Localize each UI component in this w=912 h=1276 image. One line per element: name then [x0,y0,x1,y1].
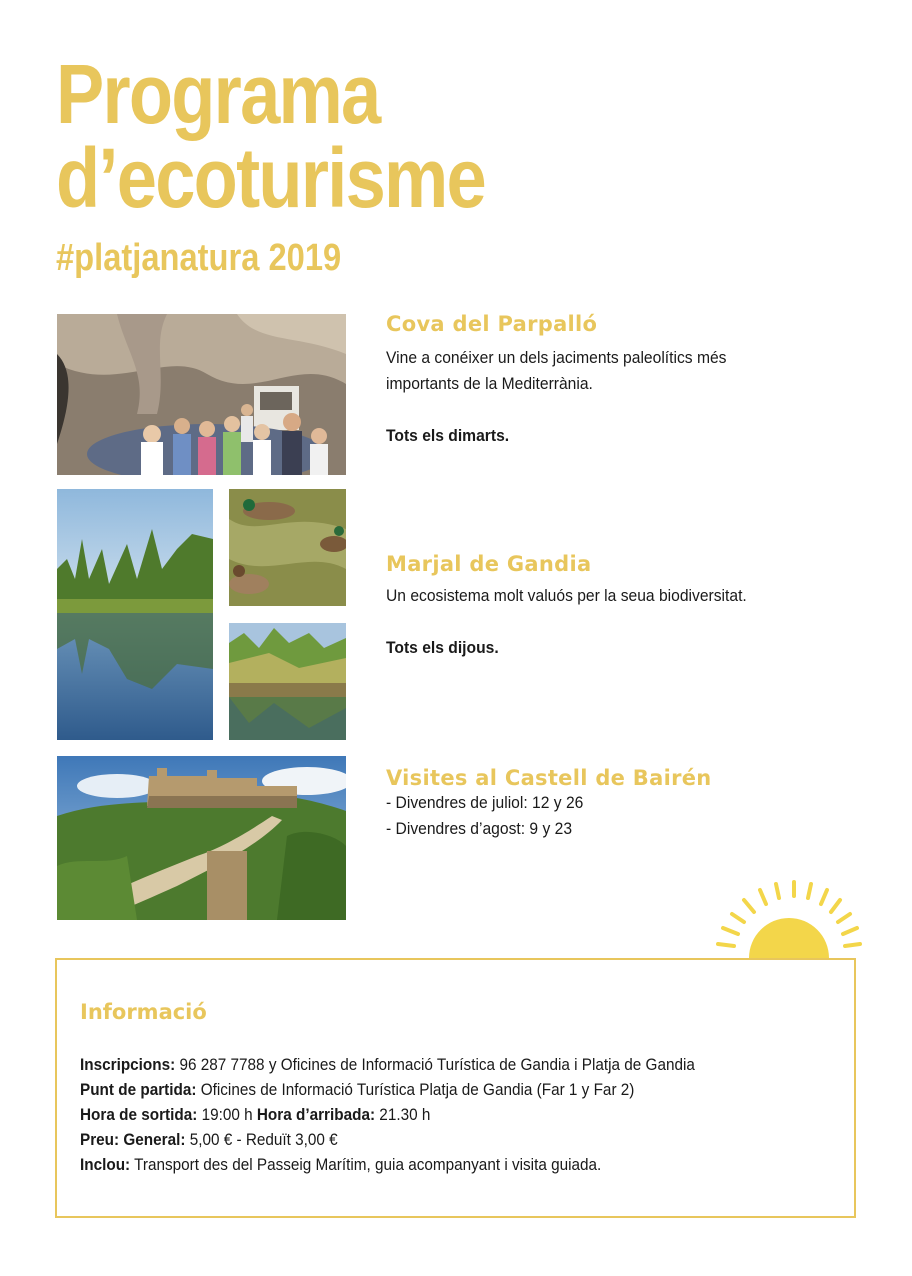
title-line-1: Programa [56,47,380,141]
section-title: Visites al Castell de Bairén [386,766,712,790]
section-title: Marjal de Gandia [386,552,592,576]
preu-value: 5,00 € - Reduït 3,00 € [185,1130,338,1149]
section-description-line-2: importants de la Mediterrània. [386,374,593,393]
inscripcions-label: Inscripcions: [80,1055,176,1074]
sortida-value: 19:00 h [197,1105,257,1124]
info-line-horari [80,1102,764,1127]
info-line-inclou [80,1152,764,1177]
section-description-line-1: Vine a conéixer un dels jaciments paleolítics més [386,348,727,367]
section-schedule: Tots els dijous. [386,638,499,657]
inscripcions-value: 96 287 7788 y Oficines de Informació Turística de Gandia i Platja de Gandia [175,1055,695,1074]
info-details [80,1052,764,1177]
section-schedule: Tots els dimarts. [386,426,510,445]
sortida-label: Hora de sortida: [80,1105,198,1124]
title-line-2: d’ecoturisme [56,131,485,225]
cave-photo [57,314,346,475]
arribada-value: 21.30 h [375,1105,431,1124]
page-title [56,47,485,225]
ducks-photo [229,489,346,606]
inclou-label: Inclou: [80,1155,131,1174]
inclou-value: Transport des del Passeig Marítim, guia acompanyant i visita guiada. [130,1155,602,1174]
info-heading: Informació [80,1000,207,1024]
section-marjal-gandia [386,552,866,661]
info-box [55,958,856,1218]
section-cova-parpallo [386,312,866,449]
arribada-label: Hora d’arribada: [256,1105,376,1124]
partida-value: Oficines de Informació Turística Platja de Gandia (Far 1 y Far 2) [196,1080,635,1099]
section-title: Cova del Parpalló [386,312,598,336]
section-castell-bairen [386,766,866,842]
section-date-line-1: - Divendres de juliol: 12 y 26 [386,793,584,812]
sun-icon [714,878,864,960]
lake-photo [57,489,213,740]
info-line-preu [80,1127,764,1152]
info-line-inscripcions [80,1052,764,1077]
partida-label: Punt de partida: [80,1080,197,1099]
marsh-photo [229,623,346,740]
castle-photo [57,756,346,920]
section-date-line-2: - Divendres d’agost: 9 y 23 [386,819,573,838]
page-subtitle: #platjanatura 2019 [56,237,342,279]
info-line-partida [80,1077,764,1102]
preu-label: Preu: General: [80,1130,186,1149]
section-description-line-1: Un ecosistema molt valuós per la seua biodiversitat. [386,586,747,605]
